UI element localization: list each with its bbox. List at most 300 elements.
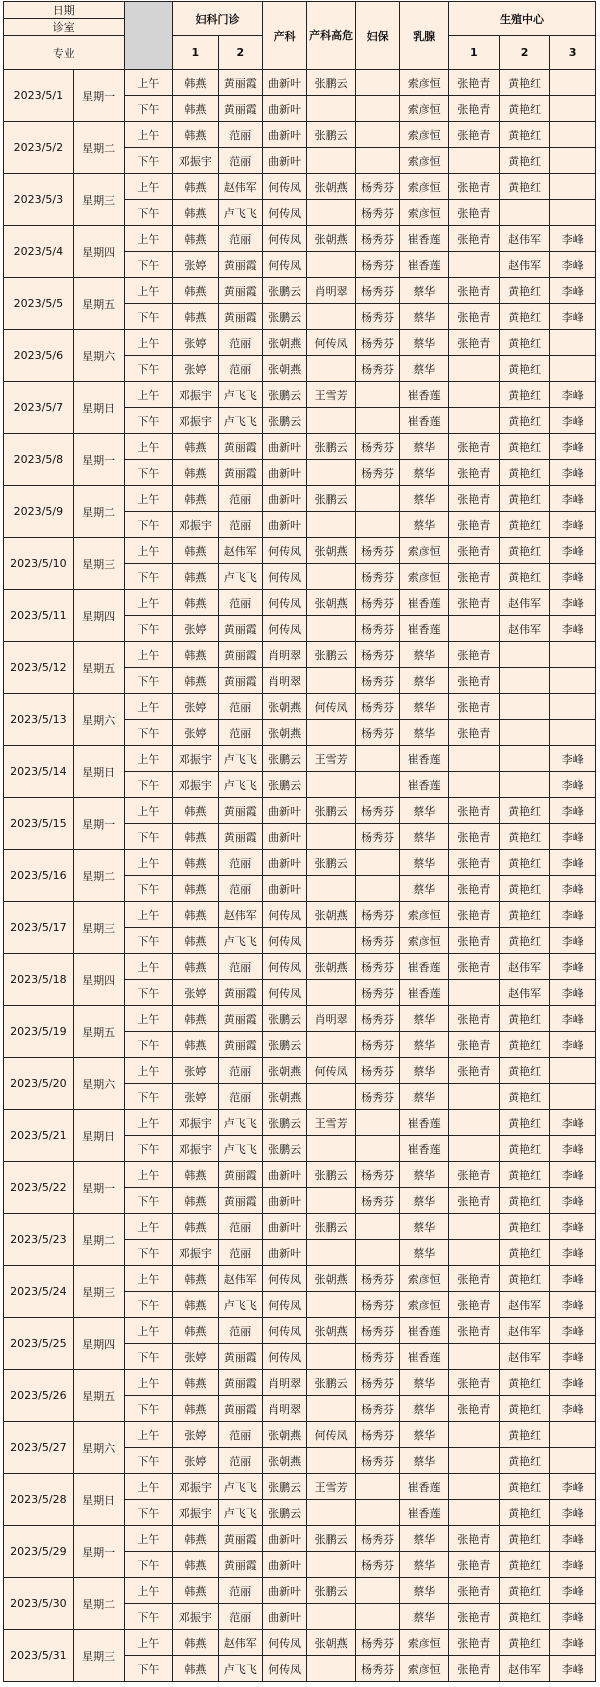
doctor-cell-repro-2: 赵伟军 [499, 980, 550, 1006]
doctor-cell-gyn-1: 韩燕 [173, 538, 218, 564]
doctor-cell-repro-3: 李峰 [550, 980, 596, 1006]
doctor-cell-gyn-1: 邓振宇 [173, 148, 218, 174]
date-cell: 2023/5/17 [4, 902, 74, 954]
doctor-cell-repro-2 [499, 694, 550, 720]
slot-cell: 下午 [124, 408, 173, 434]
doctor-cell-gyn-2: 黄丽霞 [218, 304, 262, 330]
weekday-cell: 星期五 [73, 1006, 124, 1058]
doctor-cell-breast: 蔡华 [400, 1422, 449, 1448]
doctor-cell-repro-2: 黄艳红 [499, 278, 550, 304]
weekday-cell: 星期一 [73, 434, 124, 486]
doctor-cell-obs-high: 张鹏云 [307, 1162, 356, 1188]
doctor-cell-gyn-1: 韩燕 [173, 1370, 218, 1396]
doctor-cell-repro-2: 黄艳红 [499, 1474, 550, 1500]
doctor-cell-gyn-1: 韩燕 [173, 1188, 218, 1214]
slot-cell: 上午 [124, 538, 173, 564]
doctor-cell-repro-3: 李峰 [550, 1110, 596, 1136]
doctor-cell-fubao: 杨秀芬 [355, 564, 399, 590]
table-row [4, 1058, 596, 1084]
doctor-cell-repro-1: 张艳青 [449, 1058, 500, 1084]
doctor-cell-obs-high: 王雪芳 [307, 382, 356, 408]
doctor-cell-breast: 索彦恒 [400, 1266, 449, 1292]
doctor-cell-obs-high [307, 1188, 356, 1214]
doctor-cell-breast: 崔香莲 [400, 382, 449, 408]
table-row [4, 694, 596, 720]
table-row [4, 642, 596, 668]
doctor-cell-gyn-2: 黄丽霞 [218, 980, 262, 1006]
doctor-cell-repro-3: 李峰 [550, 1630, 596, 1656]
doctor-cell-repro-3: 李峰 [550, 460, 596, 486]
doctor-cell-repro-2: 黄艳红 [499, 538, 550, 564]
doctor-cell-repro-3: 李峰 [550, 590, 596, 616]
doctor-cell-gyn-1: 韩燕 [173, 1396, 218, 1422]
doctor-cell-repro-1 [449, 356, 500, 382]
doctor-cell-fubao: 杨秀芬 [355, 1448, 399, 1474]
doctor-cell-obs: 曲新叶 [262, 1552, 306, 1578]
doctor-cell-breast: 蔡华 [400, 1604, 449, 1630]
doctor-cell-breast: 蔡华 [400, 850, 449, 876]
doctor-cell-gyn-1: 邓振宇 [173, 772, 218, 798]
repro-sub-2: 2 [499, 36, 550, 70]
doctor-cell-fubao [355, 746, 399, 772]
doctor-cell-fubao: 杨秀芬 [355, 1630, 399, 1656]
table-row [4, 850, 596, 876]
slot-cell: 下午 [124, 1188, 173, 1214]
doctor-cell-repro-2: 黄艳红 [499, 798, 550, 824]
doctor-cell-repro-2: 黄艳红 [499, 356, 550, 382]
doctor-cell-breast: 蔡华 [400, 1084, 449, 1110]
slot-cell: 上午 [124, 1422, 173, 1448]
slot-cell: 上午 [124, 1214, 173, 1240]
doctor-cell-obs-high [307, 668, 356, 694]
repro-sub-1: 1 [449, 36, 500, 70]
doctor-cell-fubao [355, 70, 399, 96]
doctor-cell-repro-2: 黄艳红 [499, 1006, 550, 1032]
doctor-cell-breast: 蔡华 [400, 642, 449, 668]
doctor-cell-gyn-2: 黄丽霞 [218, 1188, 262, 1214]
doctor-cell-breast: 蔡华 [400, 1526, 449, 1552]
doctor-cell-repro-2: 黄艳红 [499, 1448, 550, 1474]
doctor-cell-obs-high [307, 1604, 356, 1630]
table-row [4, 70, 596, 96]
doctor-cell-breast: 崔香莲 [400, 746, 449, 772]
doctor-cell-breast: 索彦恒 [400, 1292, 449, 1318]
doctor-cell-obs: 张鹏云 [262, 772, 306, 798]
doctor-cell-obs: 曲新叶 [262, 486, 306, 512]
doctor-cell-obs: 张朝燕 [262, 1448, 306, 1474]
doctor-cell-obs-high: 张鹏云 [307, 798, 356, 824]
slot-cell: 上午 [124, 382, 173, 408]
doctor-cell-repro-2: 黄艳红 [499, 460, 550, 486]
doctor-cell-gyn-1: 韩燕 [173, 824, 218, 850]
doctor-cell-repro-1: 张艳青 [449, 850, 500, 876]
doctor-cell-obs-high: 张朝燕 [307, 1266, 356, 1292]
doctor-cell-obs: 张鹏云 [262, 1006, 306, 1032]
doctor-cell-obs-high: 张鹏云 [307, 1526, 356, 1552]
doctor-cell-repro-1: 张艳青 [449, 1552, 500, 1578]
weekday-cell: 星期二 [73, 1214, 124, 1266]
slot-cell: 上午 [124, 174, 173, 200]
doctor-cell-obs-high: 何传凤 [307, 694, 356, 720]
doctor-cell-repro-1 [449, 148, 500, 174]
doctor-cell-repro-2: 黄艳红 [499, 876, 550, 902]
doctor-cell-breast: 崔香莲 [400, 1474, 449, 1500]
doctor-cell-fubao [355, 1604, 399, 1630]
slot-cell: 下午 [124, 980, 173, 1006]
weekday-cell: 星期二 [73, 486, 124, 538]
doctor-cell-repro-1: 张艳青 [449, 1578, 500, 1604]
doctor-cell-repro-3 [550, 96, 596, 122]
doctor-cell-breast: 索彦恒 [400, 1656, 449, 1682]
doctor-cell-obs-high: 张朝燕 [307, 590, 356, 616]
doctor-cell-repro-3 [550, 694, 596, 720]
doctor-cell-fubao: 杨秀芬 [355, 1292, 399, 1318]
doctor-cell-gyn-1: 韩燕 [173, 876, 218, 902]
doctor-cell-gyn-1: 韩燕 [173, 226, 218, 252]
doctor-cell-obs: 何传凤 [262, 200, 306, 226]
slot-cell: 下午 [124, 252, 173, 278]
doctor-cell-breast: 蔡华 [400, 1188, 449, 1214]
doctor-cell-obs: 何传凤 [262, 1344, 306, 1370]
table-header [4, 2, 596, 70]
doctor-cell-gyn-1: 韩燕 [173, 486, 218, 512]
slot-cell: 上午 [124, 1006, 173, 1032]
slot-cell: 上午 [124, 798, 173, 824]
doctor-cell-gyn-2: 范丽 [218, 512, 262, 538]
doctor-cell-repro-3: 李峰 [550, 876, 596, 902]
doctor-cell-obs-high [307, 1240, 356, 1266]
doctor-cell-repro-1: 张艳青 [449, 538, 500, 564]
doctor-cell-gyn-2: 黄丽霞 [218, 1032, 262, 1058]
doctor-cell-repro-3: 李峰 [550, 1292, 596, 1318]
doctor-cell-obs: 曲新叶 [262, 798, 306, 824]
doctor-cell-obs: 曲新叶 [262, 876, 306, 902]
doctor-cell-repro-2: 黄艳红 [499, 486, 550, 512]
doctor-cell-fubao: 杨秀芬 [355, 1526, 399, 1552]
doctor-cell-gyn-1: 张婷 [173, 330, 218, 356]
weekday-cell: 星期日 [73, 1110, 124, 1162]
doctor-cell-obs-high: 张鹏云 [307, 122, 356, 148]
doctor-cell-gyn-1: 邓振宇 [173, 408, 218, 434]
table-row [4, 746, 596, 772]
doctor-cell-obs-high: 张朝燕 [307, 1318, 356, 1344]
doctor-cell-gyn-2: 范丽 [218, 1318, 262, 1344]
doctor-cell-repro-1: 张艳青 [449, 902, 500, 928]
doctor-cell-repro-1: 张艳青 [449, 1526, 500, 1552]
doctor-cell-gyn-1: 韩燕 [173, 668, 218, 694]
doctor-cell-repro-1: 张艳青 [449, 668, 500, 694]
weekday-cell: 星期二 [73, 1578, 124, 1630]
weekday-cell: 星期四 [73, 226, 124, 278]
doctor-cell-repro-1: 张艳青 [449, 1188, 500, 1214]
doctor-cell-gyn-2: 赵伟军 [218, 538, 262, 564]
doctor-cell-gyn-2: 赵伟军 [218, 174, 262, 200]
doctor-cell-repro-3 [550, 642, 596, 668]
slot-cell: 下午 [124, 1396, 173, 1422]
doctor-cell-repro-1: 张艳青 [449, 330, 500, 356]
dept-gyn: 妇科门诊 [173, 2, 263, 36]
doctor-cell-repro-3 [550, 200, 596, 226]
date-cell: 2023/5/2 [4, 122, 74, 174]
doctor-cell-gyn-2: 赵伟军 [218, 1630, 262, 1656]
doctor-cell-repro-2: 黄艳红 [499, 304, 550, 330]
table-row [4, 1006, 596, 1032]
doctor-cell-repro-1 [449, 1110, 500, 1136]
doctor-cell-repro-1: 张艳青 [449, 876, 500, 902]
doctor-cell-breast: 崔香莲 [400, 408, 449, 434]
doctor-cell-repro-3: 李峰 [550, 1240, 596, 1266]
doctor-cell-obs-high [307, 304, 356, 330]
doctor-cell-repro-3 [550, 1058, 596, 1084]
date-cell: 2023/5/22 [4, 1162, 74, 1214]
doctor-cell-repro-3 [550, 356, 596, 382]
doctor-cell-fubao: 杨秀芬 [355, 1032, 399, 1058]
date-cell: 2023/5/30 [4, 1578, 74, 1630]
table-row [4, 954, 596, 980]
doctor-cell-obs-high [307, 616, 356, 642]
doctor-cell-repro-3: 李峰 [550, 1136, 596, 1162]
doctor-cell-gyn-2: 黄丽霞 [218, 668, 262, 694]
slot-cell: 下午 [124, 1084, 173, 1110]
doctor-cell-repro-2: 黄艳红 [499, 1526, 550, 1552]
table-row [4, 382, 596, 408]
doctor-cell-gyn-2: 范丽 [218, 226, 262, 252]
doctor-cell-repro-3: 李峰 [550, 564, 596, 590]
doctor-cell-gyn-2: 范丽 [218, 1240, 262, 1266]
doctor-cell-repro-1: 张艳青 [449, 1032, 500, 1058]
doctor-cell-fubao: 杨秀芬 [355, 174, 399, 200]
doctor-cell-obs-high: 张朝燕 [307, 226, 356, 252]
doctor-cell-obs-high [307, 356, 356, 382]
date-cell: 2023/5/3 [4, 174, 74, 226]
doctor-cell-obs: 何传凤 [262, 538, 306, 564]
doctor-cell-repro-2: 赵伟军 [499, 1344, 550, 1370]
doctor-cell-gyn-1: 邓振宇 [173, 1500, 218, 1526]
doctor-cell-obs-high [307, 928, 356, 954]
doctor-cell-fubao: 杨秀芬 [355, 1396, 399, 1422]
doctor-cell-gyn-1: 韩燕 [173, 278, 218, 304]
doctor-cell-repro-2: 黄艳红 [499, 1058, 550, 1084]
doctor-cell-repro-3: 李峰 [550, 954, 596, 980]
slot-cell: 上午 [124, 278, 173, 304]
schedule-body [4, 70, 596, 1682]
date-cell: 2023/5/11 [4, 590, 74, 642]
doctor-cell-obs: 何传凤 [262, 564, 306, 590]
weekday-cell: 星期四 [73, 1318, 124, 1370]
doctor-cell-repro-2: 赵伟军 [499, 1656, 550, 1682]
doctor-cell-repro-2: 黄艳红 [499, 1266, 550, 1292]
slot-cell: 下午 [124, 616, 173, 642]
doctor-cell-repro-1: 张艳青 [449, 1630, 500, 1656]
doctor-cell-fubao [355, 408, 399, 434]
date-cell: 2023/5/23 [4, 1214, 74, 1266]
doctor-cell-gyn-2: 黄丽霞 [218, 1396, 262, 1422]
doctor-cell-gyn-1: 韩燕 [173, 1578, 218, 1604]
doctor-cell-gyn-2: 卢飞飞 [218, 1292, 262, 1318]
doctor-cell-repro-3: 李峰 [550, 928, 596, 954]
doctor-cell-repro-3: 李峰 [550, 616, 596, 642]
doctor-cell-gyn-2: 卢飞飞 [218, 1656, 262, 1682]
doctor-cell-fubao [355, 1578, 399, 1604]
doctor-cell-fubao [355, 1110, 399, 1136]
doctor-cell-breast: 蔡华 [400, 1578, 449, 1604]
doctor-cell-obs: 张鹏云 [262, 304, 306, 330]
slot-cell: 下午 [124, 304, 173, 330]
doctor-cell-obs: 何传凤 [262, 252, 306, 278]
doctor-cell-obs-high [307, 1084, 356, 1110]
doctor-cell-gyn-2: 黄丽霞 [218, 460, 262, 486]
date-cell: 2023/5/15 [4, 798, 74, 850]
doctor-cell-fubao: 杨秀芬 [355, 720, 399, 746]
table-row [4, 1526, 596, 1552]
date-cell: 2023/5/4 [4, 226, 74, 278]
doctor-cell-repro-1: 张艳青 [449, 1370, 500, 1396]
doctor-cell-gyn-1: 韩燕 [173, 1292, 218, 1318]
doctor-cell-obs-high [307, 1500, 356, 1526]
doctor-cell-repro-3 [550, 148, 596, 174]
doctor-cell-gyn-2: 范丽 [218, 148, 262, 174]
doctor-cell-obs-high: 张朝燕 [307, 902, 356, 928]
doctor-cell-repro-2 [499, 720, 550, 746]
doctor-cell-gyn-2: 范丽 [218, 720, 262, 746]
doctor-cell-repro-1: 张艳青 [449, 954, 500, 980]
date-cell: 2023/5/18 [4, 954, 74, 1006]
slot-cell: 下午 [124, 96, 173, 122]
doctor-cell-obs-high [307, 200, 356, 226]
doctor-cell-gyn-2: 范丽 [218, 486, 262, 512]
doctor-cell-obs: 张鹏云 [262, 382, 306, 408]
slot-cell: 下午 [124, 720, 173, 746]
doctor-cell-repro-1: 张艳青 [449, 720, 500, 746]
weekday-cell: 星期三 [73, 1630, 124, 1682]
doctor-cell-gyn-1: 韩燕 [173, 850, 218, 876]
doctor-cell-obs-high [307, 1448, 356, 1474]
date-cell: 2023/5/7 [4, 382, 74, 434]
table-row [4, 1214, 596, 1240]
doctor-cell-fubao: 杨秀芬 [355, 668, 399, 694]
doctor-cell-breast: 蔡华 [400, 1058, 449, 1084]
doctor-cell-gyn-2: 范丽 [218, 954, 262, 980]
doctor-cell-repro-3: 李峰 [550, 1370, 596, 1396]
doctor-cell-repro-1: 张艳青 [449, 694, 500, 720]
weekday-cell: 星期日 [73, 382, 124, 434]
slot-cell: 上午 [124, 1318, 173, 1344]
doctor-cell-repro-2: 黄艳红 [499, 1032, 550, 1058]
doctor-cell-obs: 肖明翠 [262, 1370, 306, 1396]
doctor-cell-obs-high: 何传凤 [307, 330, 356, 356]
doctor-cell-breast: 蔡华 [400, 1448, 449, 1474]
doctor-cell-repro-3: 李峰 [550, 798, 596, 824]
doctor-cell-obs-high [307, 720, 356, 746]
doctor-cell-obs: 曲新叶 [262, 1162, 306, 1188]
doctor-cell-obs: 何传凤 [262, 1318, 306, 1344]
doctor-cell-gyn-1: 韩燕 [173, 1006, 218, 1032]
doctor-cell-fubao [355, 1214, 399, 1240]
doctor-cell-repro-3: 李峰 [550, 824, 596, 850]
dept-obs: 产科 [262, 2, 306, 70]
slot-cell: 下午 [124, 512, 173, 538]
doctor-cell-repro-2: 黄艳红 [499, 148, 550, 174]
date-cell: 2023/5/10 [4, 538, 74, 590]
doctor-cell-repro-3: 李峰 [550, 1266, 596, 1292]
doctor-cell-gyn-2: 卢飞飞 [218, 382, 262, 408]
doctor-cell-gyn-2: 卢飞飞 [218, 928, 262, 954]
doctor-cell-gyn-2: 黄丽霞 [218, 434, 262, 460]
doctor-cell-obs-high [307, 1136, 356, 1162]
doctor-cell-fubao [355, 122, 399, 148]
doctor-cell-fubao: 杨秀芬 [355, 1552, 399, 1578]
doctor-cell-repro-2: 赵伟军 [499, 616, 550, 642]
doctor-cell-repro-2: 黄艳红 [499, 330, 550, 356]
doctor-cell-repro-2: 黄艳红 [499, 1240, 550, 1266]
weekday-cell: 星期五 [73, 278, 124, 330]
doctor-cell-repro-2: 黄艳红 [499, 1500, 550, 1526]
doctor-cell-obs: 曲新叶 [262, 1526, 306, 1552]
doctor-cell-breast: 蔡华 [400, 720, 449, 746]
doctor-cell-obs-high [307, 460, 356, 486]
doctor-cell-repro-2: 黄艳红 [499, 1136, 550, 1162]
slot-cell: 下午 [124, 772, 173, 798]
slot-cell: 上午 [124, 1526, 173, 1552]
doctor-cell-breast: 蔡华 [400, 1240, 449, 1266]
slot-cell: 下午 [124, 1344, 173, 1370]
date-cell: 2023/5/5 [4, 278, 74, 330]
doctor-cell-gyn-1: 韩燕 [173, 96, 218, 122]
slot-cell: 上午 [124, 486, 173, 512]
weekday-cell: 星期五 [73, 1370, 124, 1422]
doctor-cell-obs-high [307, 1396, 356, 1422]
doctor-cell-repro-1 [449, 1422, 500, 1448]
doctor-cell-repro-2: 黄艳红 [499, 850, 550, 876]
slot-cell: 下午 [124, 1240, 173, 1266]
doctor-cell-repro-2 [499, 200, 550, 226]
date-cell: 2023/5/1 [4, 70, 74, 122]
doctor-cell-gyn-2: 卢飞飞 [218, 1136, 262, 1162]
doctor-cell-obs: 张鹏云 [262, 1136, 306, 1162]
date-cell: 2023/5/29 [4, 1526, 74, 1578]
table-row [4, 1318, 596, 1344]
doctor-cell-repro-2: 黄艳红 [499, 928, 550, 954]
doctor-cell-repro-1: 张艳青 [449, 1396, 500, 1422]
doctor-cell-obs-high: 张朝燕 [307, 954, 356, 980]
doctor-cell-obs-high: 王雪芳 [307, 1110, 356, 1136]
date-cell: 2023/5/25 [4, 1318, 74, 1370]
doctor-cell-breast: 蔡华 [400, 694, 449, 720]
doctor-cell-obs: 张鹏云 [262, 278, 306, 304]
doctor-cell-breast: 蔡华 [400, 876, 449, 902]
doctor-cell-repro-1: 张艳青 [449, 460, 500, 486]
doctor-cell-repro-2: 赵伟军 [499, 226, 550, 252]
doctor-cell-gyn-1: 韩燕 [173, 954, 218, 980]
doctor-cell-gyn-1: 邓振宇 [173, 512, 218, 538]
doctor-cell-repro-1: 张艳青 [449, 512, 500, 538]
doctor-cell-repro-1: 张艳青 [449, 226, 500, 252]
doctor-cell-gyn-2: 卢飞飞 [218, 564, 262, 590]
doctor-cell-obs: 张朝燕 [262, 694, 306, 720]
doctor-cell-gyn-1: 韩燕 [173, 174, 218, 200]
doctor-cell-obs: 何传凤 [262, 174, 306, 200]
header-row-date [4, 2, 596, 19]
doctor-cell-gyn-1: 张婷 [173, 1058, 218, 1084]
doctor-cell-obs: 曲新叶 [262, 70, 306, 96]
doctor-cell-breast: 索彦恒 [400, 96, 449, 122]
doctor-cell-repro-2: 黄艳红 [499, 1396, 550, 1422]
doctor-cell-obs: 曲新叶 [262, 1240, 306, 1266]
slot-cell: 上午 [124, 1578, 173, 1604]
doctor-cell-fubao: 杨秀芬 [355, 538, 399, 564]
doctor-cell-breast: 蔡华 [400, 434, 449, 460]
doctor-cell-gyn-1: 张婷 [173, 694, 218, 720]
